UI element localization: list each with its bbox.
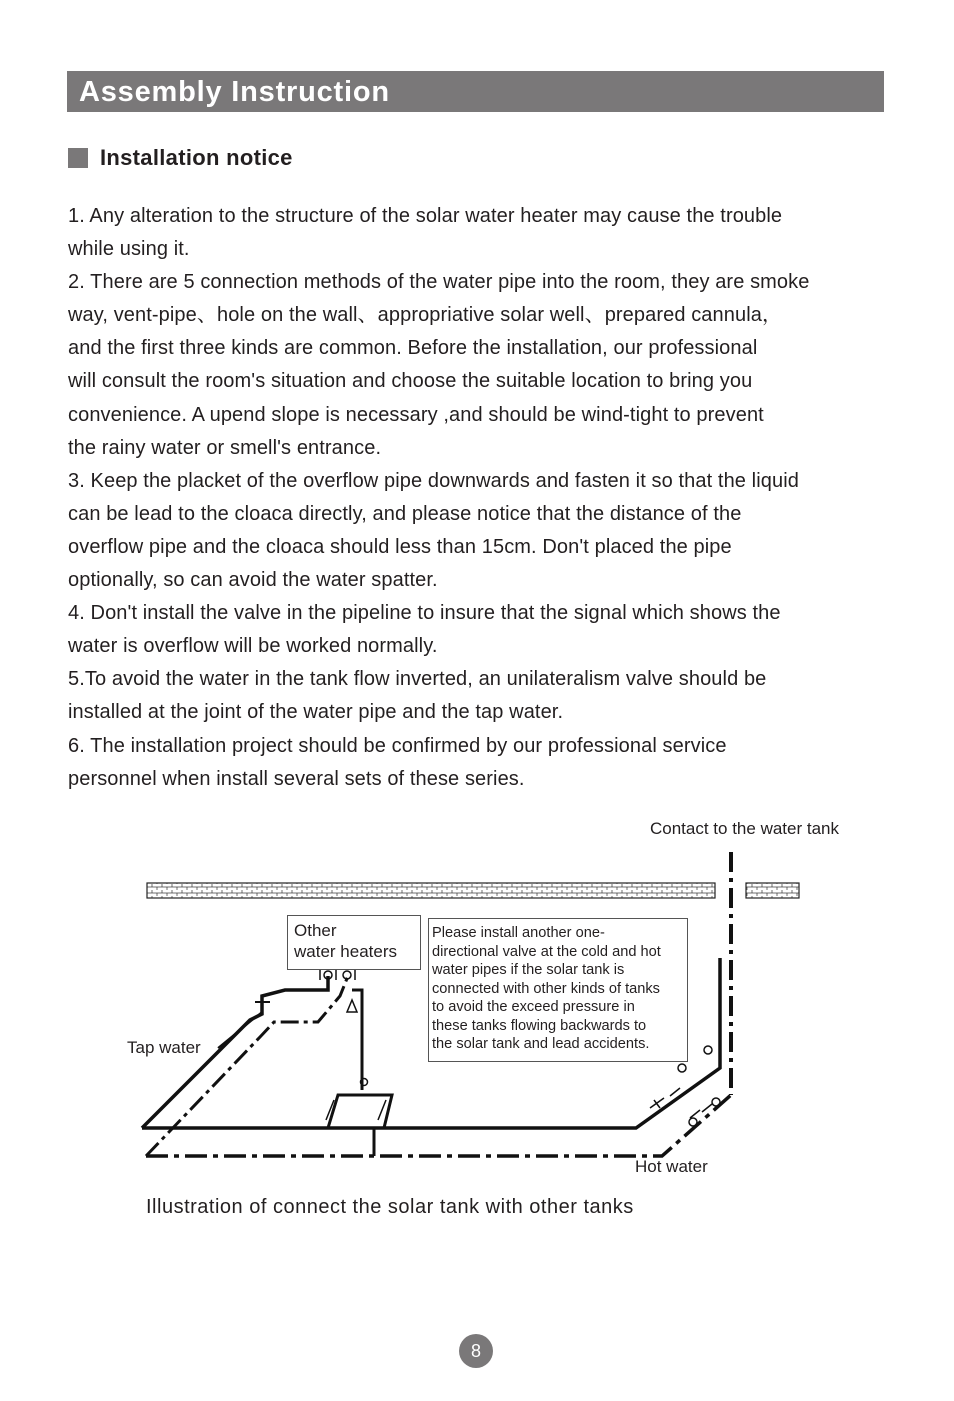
tap-valve-icon xyxy=(255,998,270,1006)
section-marker xyxy=(68,148,88,168)
notice-line: overflow pipe and the cloaca should less than 15cm. Don't placed the pipe xyxy=(68,535,732,558)
note-line: the solar tank and lead accidents. xyxy=(432,1036,650,1052)
notice-line: and the first three kinds are common. Before the installation, our professional xyxy=(68,337,758,360)
note-line: water pipes if the solar tank is xyxy=(432,962,625,978)
drain-cone-icon xyxy=(347,1000,357,1012)
notice-line: 5.To avoid the water in the tank flow inverted, an unilateralism valve should be xyxy=(68,668,767,691)
note-line: directional valve at the cold and hot xyxy=(432,943,661,960)
tap-water-label: Tap water xyxy=(127,1038,201,1057)
notice-line: optionally, so can avoid the water spatter. xyxy=(68,569,438,592)
other-heaters-line: Other xyxy=(294,921,337,940)
note-line: to avoid the exceed pressure in xyxy=(432,999,635,1015)
note-line: connected with other kinds of tanks xyxy=(432,980,660,997)
notice-line: installed at the joint of the water pipe and the tap water. xyxy=(68,701,564,724)
notice-line: 1. Any alteration to the structure of the solar water heater may cause the trouble xyxy=(68,205,783,227)
junction-valve-icons xyxy=(326,1079,386,1121)
note-line: Please install another one- xyxy=(432,925,605,941)
notice-line: 6. The installation project should be confirmed by our professional service xyxy=(68,734,727,757)
wall-strip-right xyxy=(746,883,799,898)
hot-water-label: Hot water xyxy=(635,1157,708,1176)
contact-label: Contact to the water tank xyxy=(650,819,839,838)
notice-line: 2. There are 5 connection methods of the water pipe into the room, they are smoke xyxy=(68,271,810,294)
header-bar xyxy=(67,71,884,112)
notice-list xyxy=(68,200,888,796)
notice-line: 4. Don't install the valve in the pipeline to insure that the signal which shows the xyxy=(68,602,781,625)
note-line: these tanks flowing backwards to xyxy=(432,1017,647,1034)
notice-line: convenience. A upend slope is necessary ,and should be wind-tight to prevent xyxy=(68,403,764,426)
other-heaters-box xyxy=(287,915,421,970)
notice-line: while using it. xyxy=(68,238,190,261)
pipe-connection-diagram xyxy=(0,800,954,1220)
notice-line: way, vent-pipe、hole on the wall、appropriative solar well、prepared cannula， xyxy=(68,304,783,327)
notice-line: can be lead to the cloaca directly, and please notice that the distance of the xyxy=(68,502,742,525)
page-number: 8 xyxy=(459,1334,493,1368)
tap-water-pipe xyxy=(218,1005,262,1048)
hot-water-pipe xyxy=(146,1095,731,1156)
page-title: Assembly Instruction xyxy=(79,76,390,108)
heater-valve-icons xyxy=(320,970,355,980)
notice-line: 3. Keep the placket of the overflow pipe downwards and fasten it so that the liquid xyxy=(68,469,799,492)
notice-line: personnel when install several sets of these series. xyxy=(68,767,525,790)
notice-line: the rainy water or smell's entrance. xyxy=(68,436,382,459)
junction-box xyxy=(328,1095,392,1128)
section-title: Installation notice xyxy=(100,145,293,170)
wall-strip xyxy=(147,883,715,898)
note-box xyxy=(428,918,688,1062)
notice-line: will consult the room's situation and choose the suitable location to bring you xyxy=(68,370,753,393)
notice-line: water is overflow will be worked normally. xyxy=(68,635,438,658)
other-heaters-line: water heaters xyxy=(294,942,397,961)
diagram-caption: Illustration of connect the solar tank with other tanks xyxy=(146,1196,634,1218)
